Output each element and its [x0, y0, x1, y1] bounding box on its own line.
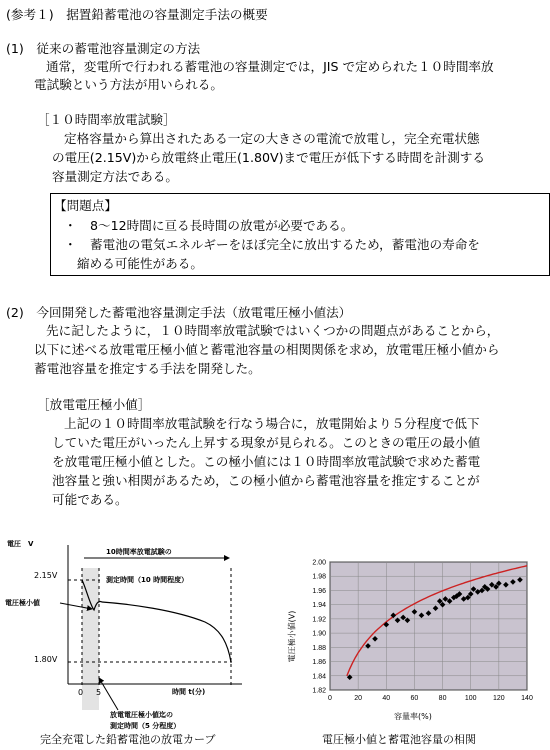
ten-hour-label-2: 測定時間（10 時間程度）: [106, 576, 189, 584]
ytick-label: 1.82: [312, 687, 326, 695]
ytick-label: 1.86: [312, 659, 326, 667]
xtick-label: 20: [354, 695, 363, 702]
min-time-label-2: 測定時間（5 分程度）: [110, 722, 181, 730]
right-xlabel: 容量率(%): [394, 712, 432, 721]
section2-sub-heading: ［放電電圧極小値］: [37, 397, 151, 412]
min-time-label-1: 放電電圧極小値迄の: [110, 711, 173, 719]
section1-sub-line-2: の電圧(2.15V)から放電終止電圧(1.80V)まで電圧が低下する時間を計測する: [52, 150, 485, 165]
discharge-curve-svg: [0, 530, 250, 730]
section1-heading: (1) 従来の蓄電池容量測定の方法: [6, 41, 201, 56]
min-label: 電圧極小値: [5, 599, 40, 607]
left-ylabel: 電圧 V: [7, 540, 34, 548]
section2-sub-line-4: 池容量と強い相関があるため，この極小値から蓄電池容量を推定することが: [52, 473, 480, 488]
ytick-label: 1.94: [312, 602, 326, 610]
document-header: (参考１) 据置鉛蓄電池の容量測定手法の概要: [6, 7, 268, 22]
xtick-label: 120: [493, 695, 505, 702]
min-time-arrow: [99, 678, 118, 710]
ytick-2-15v: 2.15V: [34, 571, 58, 580]
left-xlabel: 時間 t(分): [172, 688, 206, 696]
xtick-label: 140: [521, 695, 533, 702]
problems-bullet-2: ・: [64, 237, 77, 252]
section2-sub-line-3: を放電電圧極小値とした。この極小値には１０時間率放電試験で求めた蓄電: [52, 454, 481, 469]
xtick-5: 5: [96, 688, 102, 697]
problems-item-2-cont: 縮める可能性がある。: [77, 256, 203, 271]
section1-line-1: 通常，変電所で行われる蓄電池の容量測定では，JIS で定められた１０時間率放: [46, 59, 494, 74]
section1-sub-line-3: 容量測定方法である。: [52, 169, 178, 184]
xtick-0: 0: [78, 688, 84, 697]
xtick-label: 0: [328, 695, 332, 702]
problems-bullet-1: ・: [64, 218, 77, 233]
section2-heading: (2) 今回開発した蓄電池容量測定手法（放電電圧極小値法）: [6, 305, 352, 320]
xtick-label: 80: [438, 695, 447, 702]
xtick-label: 40: [382, 695, 391, 702]
section2-sub-line-2: していた電圧がいったん上昇する現象が見られる。このときの電圧の最小値: [52, 435, 481, 450]
xtick-label: 100: [464, 695, 477, 702]
ytick-label: 1.98: [312, 573, 326, 581]
ytick-label: 1.90: [312, 630, 326, 638]
section1-line-2: 電試験という方法が用いられる。: [34, 77, 223, 92]
right-chart-caption: 電圧極小値と蓄電池容量の相関: [322, 733, 476, 746]
section2-line-3: 蓄電池容量を推定する手法を開発した。: [34, 361, 261, 376]
ytick-label: 1.84: [312, 673, 326, 681]
section2-sub-line-1: 上記の１０時間率放電試験を行なう場合に，放電開始より５分程度で低下: [64, 416, 480, 431]
ten-hour-label-1: 10時間率放電試験の: [106, 548, 172, 556]
section1-sub-heading: ［１０時間率放電試験］: [37, 112, 176, 127]
problems-item-2: 蓄電池の電気エネルギーをほぼ完全に放出するため，蓄電池の寿命を: [90, 237, 480, 252]
discharge-curve: [82, 580, 231, 662]
section2-line-2: 以下に述べる放電電圧極小値と蓄電池容量の相関関係を求め，放電電圧極小値から: [34, 342, 500, 357]
plot-area: [330, 562, 527, 690]
section2-sub-line-5: 可能である。: [52, 492, 128, 507]
problems-item-1: 8～12時間に亘る長時間の放電が必要である。: [90, 218, 354, 233]
ytick-1-80v: 1.80V: [34, 655, 58, 664]
xtick-label: 60: [410, 695, 419, 702]
ytick-label: 1.88: [312, 644, 326, 652]
ytick-label: 1.92: [312, 616, 326, 624]
ytick-label: 2.00: [312, 559, 326, 567]
problems-title: 【問題点】: [54, 198, 117, 213]
section2-line-1: 先に記したように，１０時間率放電試験ではいくつかの問題点があることから，: [46, 323, 500, 338]
section1-sub-line-1: 定格容量から算出されたある一定の大きさの電流で放電し，完全充電状態: [64, 131, 480, 146]
right-ylabel: 電圧極小値(V): [287, 610, 297, 663]
ytick-label: 1.96: [312, 587, 326, 595]
left-chart-caption: 完全充電した鉛蓄電池の放電カーブ: [40, 733, 216, 746]
